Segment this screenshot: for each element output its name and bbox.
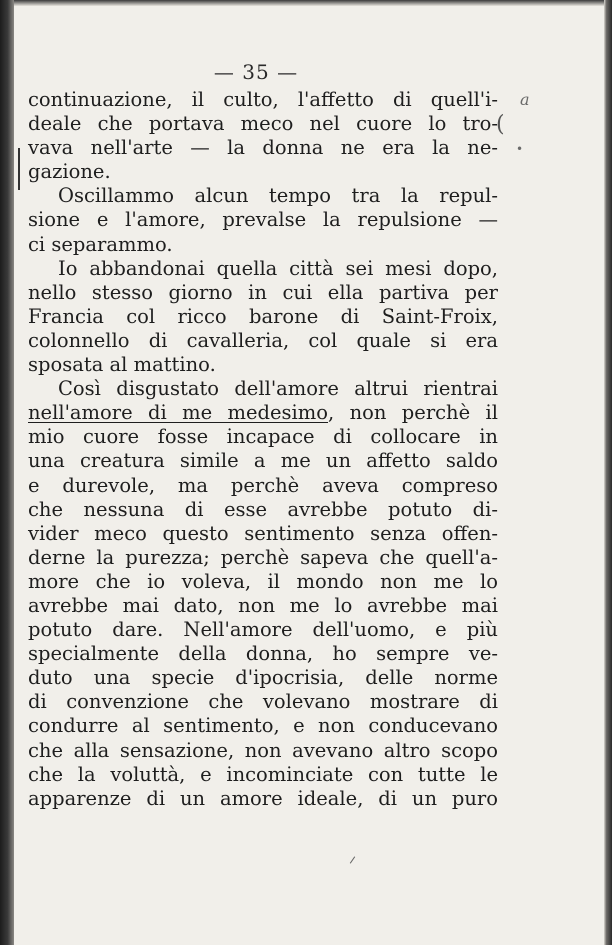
underlined-phrase: nell'amore di me medesimo: [28, 401, 329, 425]
text-line: Francia col ricco barone di Saint-Froix,: [28, 304, 498, 328]
text-line: sione e l'amore, prevalse la repulsione —: [28, 208, 498, 232]
text-line: apparenze di un amore ideale, di un puro: [28, 786, 498, 810]
text-line: gazione.: [28, 160, 111, 184]
body-text: [28, 88, 498, 811]
margin-pencil-paren: (: [496, 112, 505, 137]
text-line: nello stesso giorno in cui ella partiva per: [28, 280, 498, 304]
binding-gutter: [0, 0, 14, 945]
text-line: colonnello di cavalleria, col quale si era: [28, 328, 498, 352]
text-line: deale che portava meco nel cuore lo tro-: [28, 112, 498, 136]
text-line: condurre al sentimento, e non conducevano: [28, 714, 498, 738]
text-line: mio cuore fosse incapace di collocare in: [28, 425, 498, 449]
text-line: more che io voleva, il mondo non me lo: [28, 569, 498, 593]
text-line: che alla sensazione, non avevano altro scopo: [28, 738, 498, 762]
text-line-underlined: nell'amore di me medesimo, non perchè il: [28, 401, 498, 425]
text-line: vider meco questo sentimento senza offen-: [28, 521, 498, 545]
page-number: — 35 —: [213, 60, 299, 84]
page-top-edge: [0, 0, 612, 6]
text-line: che la voluttà, e incominciate con tutte le: [28, 762, 498, 786]
text-line: specialmente della donna, ho sempre ve-: [28, 642, 498, 666]
text-line: Io abbandonai quella città sei mesi dopo,: [58, 256, 498, 280]
text-line: continuazione, il culto, l'affetto di quell'i-: [28, 88, 498, 111]
page-right-edge: [604, 0, 612, 945]
ink-tick-mark: [350, 856, 355, 863]
text-line: Così disgustato dell'amore altrui rientrai: [58, 377, 498, 401]
text-line: vava nell'arte — la donna ne era la ne-: [28, 136, 498, 160]
margin-pencil-bar: [18, 148, 20, 190]
text-line: e durevole, ma perchè aveva compreso: [28, 473, 498, 497]
margin-pencil-dot: •: [516, 142, 524, 156]
text-line: una creatura simile a me un affetto saldo: [28, 449, 498, 473]
margin-pencil-letter: a: [520, 90, 530, 109]
text-line: che nessuna di esse avrebbe potuto di-: [28, 497, 498, 521]
text-line: potuto dare. Nell'amore dell'uomo, e più: [28, 618, 498, 642]
text-line: avrebbe mai dato, non me lo avrebbe mai: [28, 593, 498, 617]
text-line: Oscillammo alcun tempo tra la repul-: [58, 184, 498, 208]
text-line: derne la purezza; perchè sapeva che quell'a-: [28, 545, 498, 569]
text-line: ci separammo.: [28, 232, 173, 256]
text-line: duto una specie d'ipocrisia, delle norme: [28, 666, 498, 690]
text-line: sposata al mattino.: [28, 353, 216, 377]
text-line: di convenzione che volevano mostrare di: [28, 690, 498, 714]
